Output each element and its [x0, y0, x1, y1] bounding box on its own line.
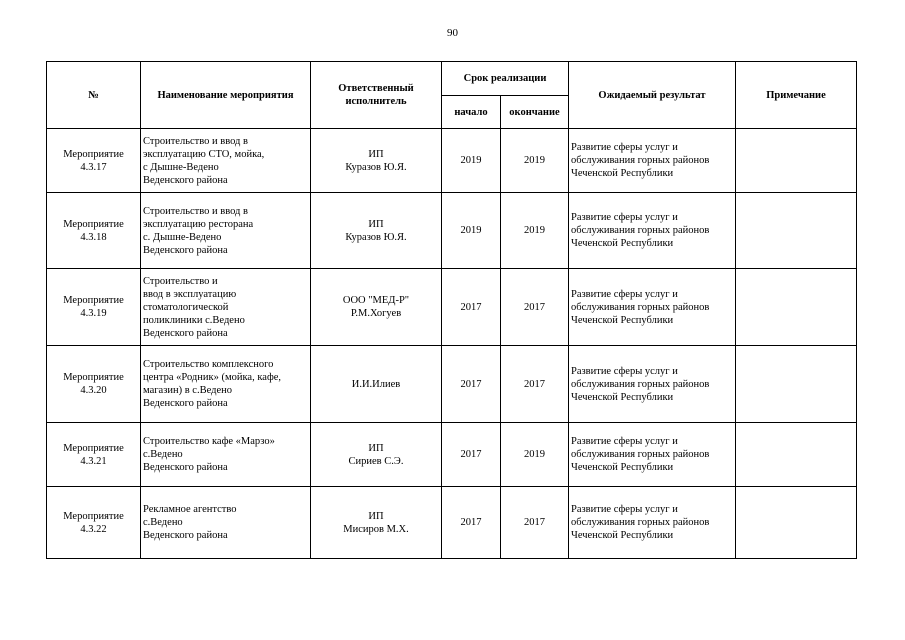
expected-result: Развитие сферы услуг и обслуживания горных районов Чеченской Республики: [569, 487, 736, 559]
expected-result: Развитие сферы услуг и обслуживания горных районов Чеченской Республики: [569, 129, 736, 193]
responsible-executor: ИП Куразов Ю.Я.: [311, 129, 442, 193]
activity-number: Мероприятие 4.3.18: [47, 193, 141, 269]
start-year: 2017: [442, 423, 501, 487]
activity-number: Мероприятие 4.3.22: [47, 487, 141, 559]
end-year: 2019: [501, 423, 569, 487]
activities-table: [46, 61, 857, 559]
activity-name: Строительство и ввод в эксплуатацию стоматологической поликлиники с.Ведено Веденского района: [141, 269, 311, 346]
responsible-executor: ИП Куразов Ю.Я.: [311, 193, 442, 269]
header-start: начало: [442, 96, 501, 129]
note-cell: [736, 193, 857, 269]
page-number: 90: [447, 27, 458, 39]
note-cell: [736, 129, 857, 193]
note-cell: [736, 423, 857, 487]
end-year: 2019: [501, 193, 569, 269]
expected-result: Развитие сферы услуг и обслуживания горных районов Чеченской Республики: [569, 193, 736, 269]
responsible-executor: И.И.Илиев: [311, 346, 442, 423]
responsible-executor: ИП Мисиров М.Х.: [311, 487, 442, 559]
header-note: Примечание: [736, 62, 857, 129]
activity-number: Мероприятие 4.3.19: [47, 269, 141, 346]
table-row: [47, 129, 857, 193]
note-cell: [736, 269, 857, 346]
end-year: 2017: [501, 346, 569, 423]
activity-name: Строительство и ввод в эксплуатацию СТО, мойка, с Дышне-Ведено Веденского района: [141, 129, 311, 193]
table-row: [47, 193, 857, 269]
header-executor: Ответственный исполнитель: [311, 62, 442, 129]
activity-name: Строительство кафе «Марзо» с.Ведено Веденского района: [141, 423, 311, 487]
table-row: [47, 487, 857, 559]
header-period: Срок реализации: [442, 62, 569, 96]
responsible-executor: ООО "МЕД-Р" Р.М.Хогуев: [311, 269, 442, 346]
activity-name: Рекламное агентство с.Ведено Веденского района: [141, 487, 311, 559]
end-year: 2019: [501, 129, 569, 193]
header-result: Ожидаемый результат: [569, 62, 736, 129]
expected-result: Развитие сферы услуг и обслуживания горных районов Чеченской Республики: [569, 269, 736, 346]
header-num: №: [47, 62, 141, 129]
start-year: 2019: [442, 129, 501, 193]
expected-result: Развитие сферы услуг и обслуживания горных районов Чеченской Республики: [569, 423, 736, 487]
note-cell: [736, 487, 857, 559]
note-cell: [736, 346, 857, 423]
start-year: 2017: [442, 346, 501, 423]
header-name: Наименование мероприятия: [141, 62, 311, 129]
activity-number: Мероприятие 4.3.21: [47, 423, 141, 487]
activity-number: Мероприятие 4.3.17: [47, 129, 141, 193]
start-year: 2017: [442, 487, 501, 559]
header-row: [47, 62, 857, 96]
responsible-executor: ИП Сириев С.Э.: [311, 423, 442, 487]
end-year: 2017: [501, 487, 569, 559]
header-end: окончание: [501, 96, 569, 129]
activity-name: Строительство комплексного центра «Родник» (мойка, кафе, магазин) в с.Ведено Веденского района: [141, 346, 311, 423]
expected-result: Развитие сферы услуг и обслуживания горных районов Чеченской Республики: [569, 346, 736, 423]
start-year: 2017: [442, 269, 501, 346]
activity-number: Мероприятие 4.3.20: [47, 346, 141, 423]
table-row: [47, 269, 857, 346]
table-row: [47, 346, 857, 423]
activity-name: Строительство и ввод в эксплуатацию ресторана с. Дышне-Ведено Веденского района: [141, 193, 311, 269]
end-year: 2017: [501, 269, 569, 346]
start-year: 2019: [442, 193, 501, 269]
table-row: [47, 423, 857, 487]
